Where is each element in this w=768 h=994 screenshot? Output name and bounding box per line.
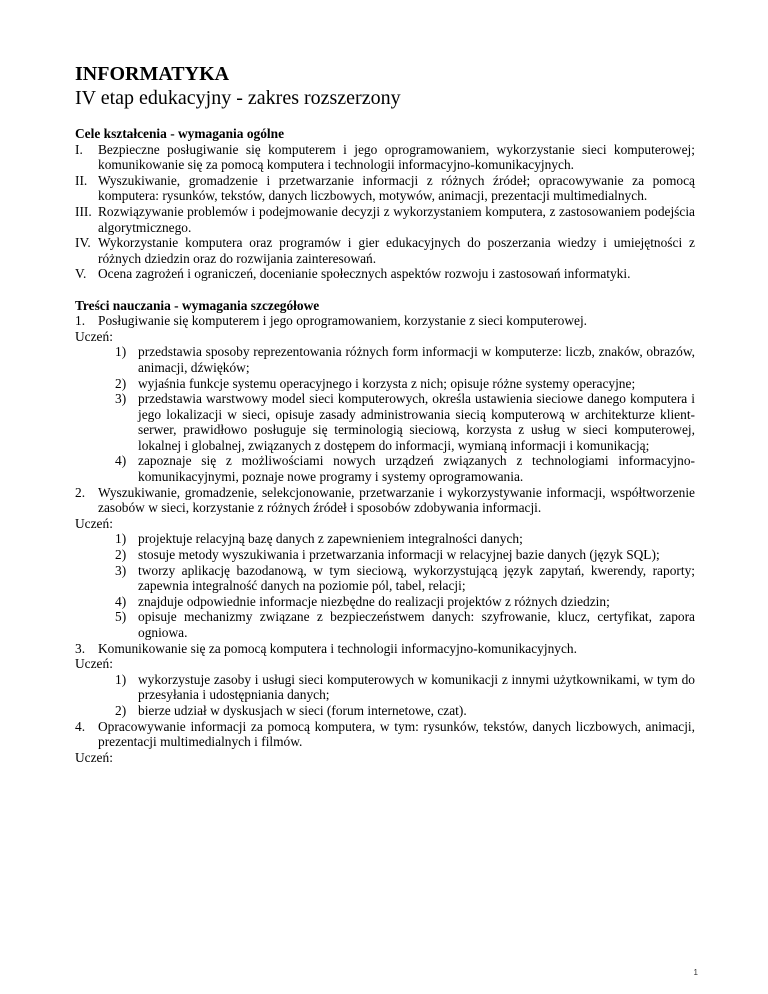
- requirement-item: [75, 453, 695, 484]
- requirement-text: znajduje odpowiednie informacje niezbędne do realizacji projektów z różnych dziedzin;: [138, 593, 610, 609]
- section-number: 2.: [75, 484, 86, 500]
- requirement-number: 5): [115, 609, 127, 625]
- requirement-item: [75, 344, 695, 375]
- requirement-text: wyjaśnia funkcje systemu operacyjnego i korzysta z nich; opisuje różne systemy operacyjne;: [138, 375, 636, 391]
- requirement-number: 4): [115, 593, 127, 609]
- requirement-item: [75, 672, 695, 703]
- goal-item: [75, 266, 695, 282]
- requirement-number: 1): [115, 531, 127, 547]
- requirement-text: projektuje relacyjną bazę danych z zapewnieniem integralności danych;: [138, 531, 523, 547]
- requirement-number: 3): [115, 562, 127, 578]
- requirement-item: [75, 531, 695, 547]
- content-section: [75, 485, 695, 516]
- goal-number: I.: [75, 141, 83, 157]
- goal-number: II.: [75, 172, 88, 188]
- document-page: [75, 62, 695, 765]
- section-text: Komunikowanie się za pomocą komputera i technologii informacyjno-komunikacyjnych.: [98, 640, 577, 656]
- student-label: Uczeń:: [75, 656, 113, 672]
- content-section: [75, 641, 695, 657]
- content-section: [75, 313, 695, 329]
- requirement-item: [75, 609, 695, 640]
- requirement-text: bierze udział w dyskusjach w sieci (forum internetowe, czat).: [138, 702, 467, 718]
- goals-heading: Cele kształcenia - wymagania ogólne: [75, 126, 285, 141]
- document-subtitle: IV etap edukacyjny - zakres rozszerzony: [75, 87, 401, 109]
- requirement-number: 3): [115, 391, 127, 407]
- requirement-number: 1): [115, 671, 127, 687]
- section-number: 1.: [75, 313, 86, 329]
- student-label: Uczeń:: [75, 515, 113, 531]
- content-heading: Treści nauczania - wymagania szczegółowe: [75, 297, 320, 313]
- goal-text: Bezpieczne posługiwanie się komputerem i jego oprogramowaniem, wykorzystanie sieci komputerowej; komunikowanie się za pomocą komputera i technologii informacyjno-komunikacyjnych.: [98, 141, 695, 173]
- goal-number: III.: [75, 203, 92, 219]
- student-label: Uczeń:: [75, 328, 113, 344]
- goal-item: [75, 235, 695, 266]
- requirement-number: 2): [115, 547, 127, 563]
- section-text: Opracowywanie informacji za pomocą komputera, w tym: rysunków, tekstów, danych liczbowych, animacji, prezentacji multimedialnych i filmów.: [98, 718, 695, 750]
- section-text: Wyszukiwanie, gromadzenie, selekcjonowanie, przetwarzanie i wykorzystywanie informacji, współtworzenie zasobów w sieci, korzystanie z różnych źródeł i sposobów zdobywania informacji.: [98, 484, 695, 516]
- requirement-number: 2): [115, 375, 127, 391]
- requirement-item: [75, 391, 695, 453]
- requirement-text: zapoznaje się z możliwościami nowych urządzeń związanych z technologiami informacyjno-komunikacyjnymi, poznaje nowe programy i systemy oprogramowania.: [138, 453, 695, 485]
- goals-list: [75, 142, 695, 282]
- requirement-text: opisuje mechanizmy związane z bezpieczeństwem danych: szyfrowanie, klucz, certyfikat, zapora ogniowa.: [138, 609, 695, 640]
- goal-text: Wyszukiwanie, gromadzenie i przetwarzanie informacji z różnych źródeł; opracowywanie za pomocą komputera: rysunków, tekstów, danych liczbowych, motywów, animacji, prezentacji multimedialnych.: [98, 172, 695, 204]
- goal-item: [75, 204, 695, 235]
- requirement-item: [75, 563, 695, 594]
- goal-text: Rozwiązywanie problemów i podejmowanie decyzji z wykorzystaniem komputera, z zastosowaniem podejścia algorytmicznego.: [98, 203, 695, 235]
- student-label: Uczeń:: [75, 749, 113, 765]
- goal-text: Wykorzystanie komputera oraz programów i gier edukacyjnych do poszerzania wiedzy i umiejętności z różnych dziedzin oraz do rozwijania zainteresowań.: [98, 235, 695, 266]
- requirement-number: 4): [115, 453, 127, 469]
- page-number: 1: [693, 968, 698, 977]
- requirement-number: 2): [115, 702, 127, 718]
- goal-number: V.: [75, 266, 87, 282]
- requirement-item: [75, 376, 695, 392]
- section-number: 3.: [75, 640, 86, 656]
- requirement-item: [75, 594, 695, 610]
- section-number: 4.: [75, 718, 86, 734]
- requirement-item: [75, 703, 695, 719]
- goal-number: IV.: [75, 235, 91, 251]
- requirement-text: przedstawia warstwowy model sieci komputerowych, określa ustawienia sieciowe danego komputera i jego lokalizacji w sieci, opisuje zasady administrowania siecią komputerową w architekturze klient-serwer, prawidłowo posługuje się terminologią sieciową, korzysta z usług w sieci komputerowej, lokalnej i globalnej, związanych z dostępem do informacji, wymianą informacji i komunikacją;: [138, 391, 695, 453]
- requirement-text: wykorzystuje zasoby i usługi sieci komputerowych w komunikacji z innymi użytkownikami, w tym do przesyłania i udostępniania danych;: [138, 671, 695, 703]
- section-text: Posługiwanie się komputerem i jego oprogramowaniem, korzystanie z sieci komputerowej.: [98, 313, 588, 329]
- goal-text: Ocena zagrożeń i ograniczeń, docenianie społecznych aspektów rozwoju i zastosowań informatyki.: [98, 266, 631, 282]
- requirement-text: stosuje metody wyszukiwania i przetwarzania informacji w relacyjnej bazie danych (język SQL);: [138, 547, 660, 563]
- requirement-number: 1): [115, 344, 127, 360]
- requirement-text: przedstawia sposoby reprezentowania różnych form informacji w komputerze: liczb, znaków, obrazów, animacji, dźwięków;: [138, 344, 695, 375]
- goal-item: [75, 173, 695, 204]
- content-section: [75, 719, 695, 750]
- requirement-text: tworzy aplikację bazodanową, w tym sieciową, wykorzystującą język zapytań, kwerendy, raporty; zapewnia integralność danych na poziomie pól, tabel, relacji;: [138, 562, 695, 594]
- goal-item: [75, 142, 695, 173]
- requirement-item: [75, 547, 695, 563]
- document-title: INFORMATYKA: [75, 63, 230, 85]
